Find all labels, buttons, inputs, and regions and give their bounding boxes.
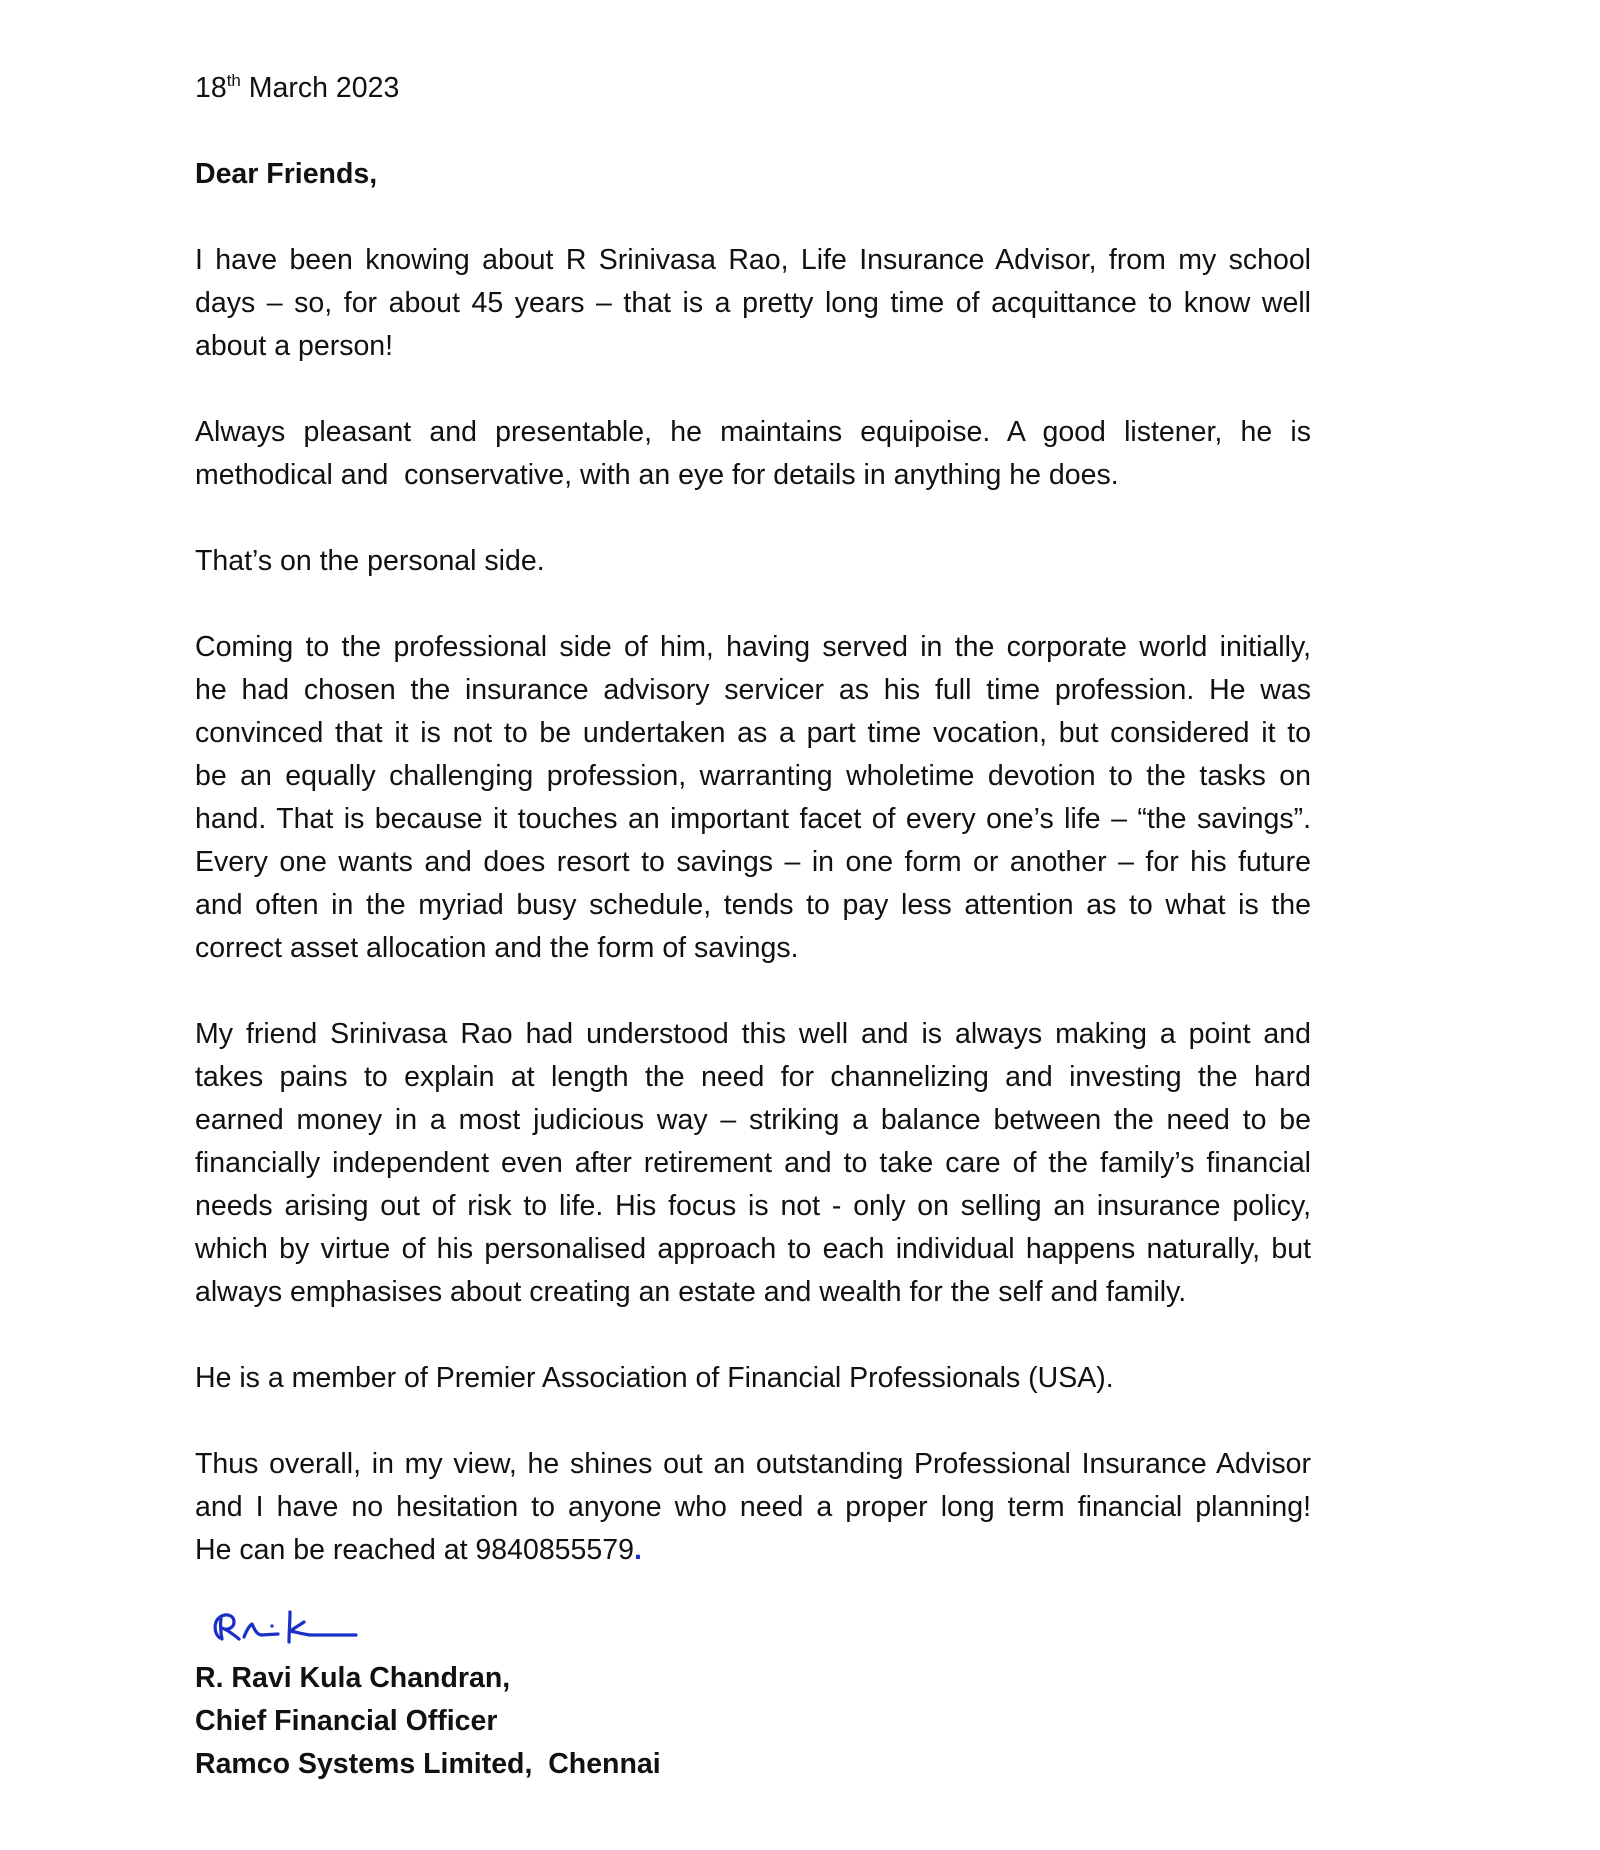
paragraph-line: Thus overall, in my view, he shines out an outstanding Professional Insurance Advisor bbox=[195, 1448, 1311, 1480]
paragraph-line: financially independent even after retirement and to take care of the family’s financial bbox=[195, 1147, 1311, 1179]
paragraph-personality bbox=[195, 411, 1311, 497]
paragraph-line: correct asset allocation and the form of savings. bbox=[195, 932, 799, 964]
paragraph-line: which by virtue of his personalised approach to each individual happens naturally, but bbox=[195, 1233, 1311, 1265]
paragraph-line: Every one wants and does resort to savings – in one form or another – for his future bbox=[195, 846, 1311, 878]
paragraph-membership bbox=[195, 1357, 1311, 1400]
paragraph-line: takes pains to explain at length the need for channelizing and investing the hard bbox=[195, 1061, 1311, 1093]
paragraph-professional-side bbox=[195, 626, 1311, 970]
paragraph-acquaintance bbox=[195, 239, 1311, 368]
letter-body bbox=[195, 67, 1311, 1572]
date-ordinal-suffix: th bbox=[226, 71, 241, 90]
paragraph-recommendation bbox=[195, 1443, 1311, 1572]
paragraph-line: Always pleasant and presentable, he maintains equipoise. A good listener, he is bbox=[195, 416, 1311, 448]
paragraph-line: Coming to the professional side of him, having served in the corporate world initially, bbox=[195, 631, 1311, 663]
paragraph-line: That’s on the personal side. bbox=[195, 545, 545, 577]
signatory-organization: Ramco Systems Limited, Chennai bbox=[195, 1748, 661, 1780]
paragraph-line: about a person! bbox=[195, 330, 394, 362]
paragraph-line: be an equally challenging profession, warranting wholetime devotion to the tasks on bbox=[195, 760, 1311, 792]
paragraph-line: days – so, for about 45 years – that is a pretty long time of acquittance to know well bbox=[195, 287, 1311, 319]
paragraph-approach bbox=[195, 1013, 1311, 1314]
paragraph-line: always emphasises about creating an estate and wealth for the self and family. bbox=[195, 1276, 1187, 1308]
letter-date bbox=[195, 67, 1311, 110]
paragraph-line: convinced that it is not to be undertaken as a part time vocation, but considered it to bbox=[195, 717, 1311, 749]
paragraph-line: My friend Srinivasa Rao had understood this well and is always making a point and bbox=[195, 1018, 1311, 1050]
paragraph-line: he had chosen the insurance advisory servicer as his full time profession. He was bbox=[195, 674, 1311, 706]
paragraph-line: hand. That is because it touches an important facet of every one’s life – “the savings”. bbox=[195, 803, 1311, 835]
date-month-year: March 2023 bbox=[240, 72, 400, 104]
signatory-title: Chief Financial Officer bbox=[195, 1705, 498, 1737]
signatory-name: R. Ravi Kula Chandran, bbox=[195, 1662, 511, 1694]
paragraph-line: earned money in a most judicious way – striking a balance between the need to be bbox=[195, 1104, 1311, 1136]
paragraph-line: needs arising out of risk to life. His focus is not - only on selling an insurance policy, bbox=[195, 1190, 1311, 1222]
paragraph-personal-side bbox=[195, 540, 1311, 583]
blue-period-mark: . bbox=[633, 1534, 642, 1566]
paragraph-line: and I have no hesitation to anyone who need a proper long term financial planning! bbox=[195, 1491, 1311, 1523]
date-day: 18 bbox=[195, 72, 227, 104]
paragraph-line: methodical and conservative, with an eye for details in anything he does. bbox=[195, 459, 1119, 491]
paragraph-line: and often in the myriad busy schedule, tends to pay less attention as to what is the bbox=[195, 889, 1311, 921]
salutation: Dear Friends, bbox=[195, 158, 378, 190]
sign-off-block bbox=[195, 1657, 1095, 1786]
paragraph-line-contact bbox=[195, 1529, 1311, 1572]
handwritten-signature-icon bbox=[206, 1604, 366, 1652]
paragraph-line: I have been knowing about R Srinivasa Rao, Life Insurance Advisor, from my school bbox=[195, 244, 1311, 276]
contact-text: He can be reached at 9840855579 bbox=[195, 1534, 634, 1566]
paragraph-line: He is a member of Premier Association of Financial Professionals (USA). bbox=[195, 1362, 1114, 1394]
